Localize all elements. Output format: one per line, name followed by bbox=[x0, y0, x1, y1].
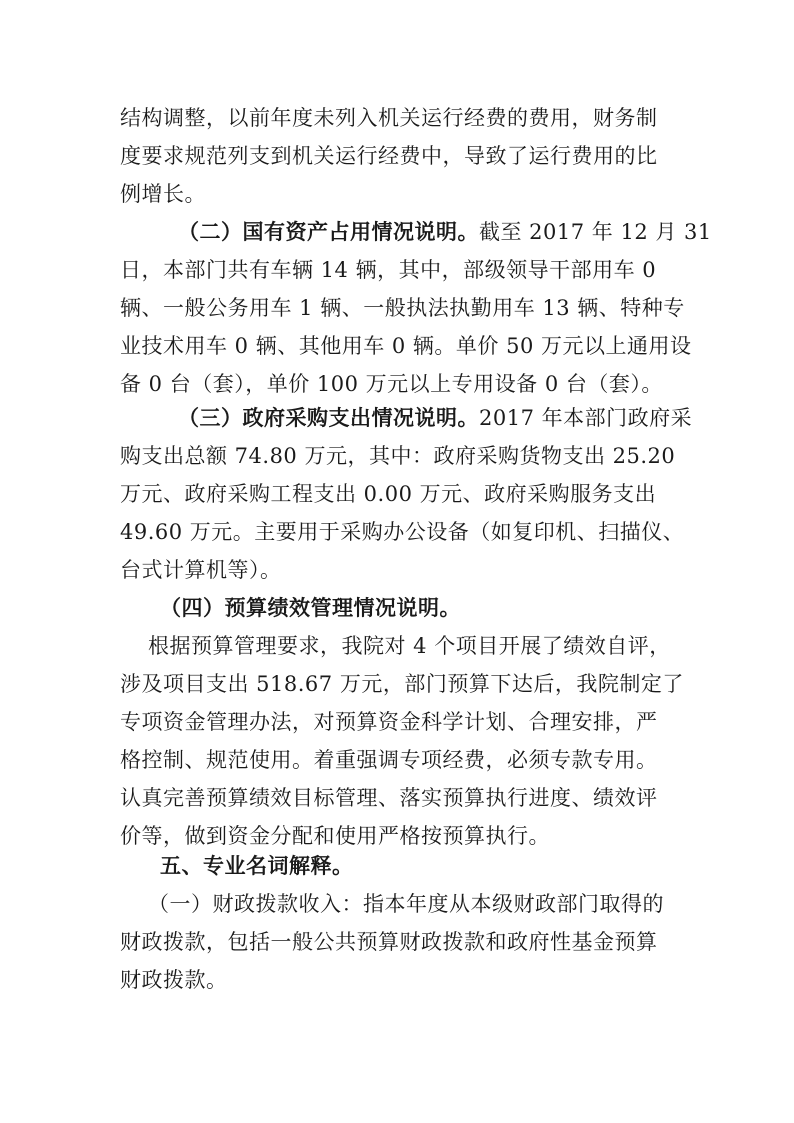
body-line-1: 结构调整，以前年度未列入机关运行经费的费用，财务制 bbox=[120, 106, 658, 130]
section-heading-glossary: 五、专业名词解释。 bbox=[160, 854, 354, 878]
body-line-8: 备 0 台（套），单价 100 万元以上专用设备 0 台（套）。 bbox=[120, 372, 663, 396]
body-line-5: 日，本部门共有车辆 14 辆，其中，部级领导干部用车 0 bbox=[120, 258, 657, 282]
body-line-2: 度要求规范列支到机关运行经费中，导致了运行费用的比 bbox=[120, 144, 658, 168]
body-line-15: 根据预算管理要求，我院对 4 个项目开展了绩效自评， bbox=[148, 634, 671, 658]
body-line-11: 万元、政府采购工程支出 0.00 万元、政府采购服务支出 bbox=[120, 482, 657, 506]
body-line-17: 专项资金管理办法，对预算资金科学计划、合理安排，严 bbox=[120, 710, 658, 734]
body-line-18: 格控制、规范使用。着重强调专项经费，必须专款专用。 bbox=[120, 748, 658, 772]
body-line-19: 认真完善预算绩效目标管理、落实预算执行进度、绩效评 bbox=[120, 786, 658, 810]
section-heading-performance: （四）预算绩效管理情况说明。 bbox=[160, 596, 461, 620]
section-heading-procurement: （三）政府采购支出情况说明。 bbox=[178, 406, 479, 430]
section-asset-line-1: （二）国有资产占用情况说明。截至 2017 年 12 月 31 bbox=[178, 220, 712, 244]
body-line-3: 例增长。 bbox=[120, 182, 206, 206]
body-line-23: 财政拨款，包括一般公共预算财政拨款和政府性基金预算 bbox=[120, 930, 658, 954]
body-line-6: 辆、一般公务用车 1 辆、一般执法执勤用车 13 辆、特种专 bbox=[120, 296, 685, 320]
section-procurement-line-1: （三）政府采购支出情况说明。2017 年本部门政府采 bbox=[178, 406, 693, 430]
body-line-13: 台式计算机等）。 bbox=[120, 558, 282, 582]
body-line-12: 49.60 万元。主要用于采购办公设备（如复印机、扫描仪、 bbox=[120, 520, 685, 544]
section-performance-line bbox=[160, 595, 680, 621]
section-glossary-line bbox=[160, 853, 680, 879]
body-line-7: 业技术用车 0 辆、其他用车 0 辆。单价 50 万元以上通用设 bbox=[120, 334, 692, 358]
body-line-10: 购支出总额 74.80 万元，其中：政府采购货物支出 25.20 bbox=[120, 444, 676, 468]
body-line-20: 价等，做到资金分配和使用严格按预算执行。 bbox=[120, 824, 550, 848]
section-heading-assets: （二）国有资产占用情况说明。 bbox=[178, 220, 479, 244]
body-line-22: （一）财政拨款收入：指本年度从本级财政部门取得的 bbox=[148, 892, 664, 916]
body-line-24: 财政拨款。 bbox=[120, 968, 228, 992]
body-line-16: 涉及项目支出 518.67 万元，部门预算下达后，我院制定了 bbox=[120, 672, 684, 696]
